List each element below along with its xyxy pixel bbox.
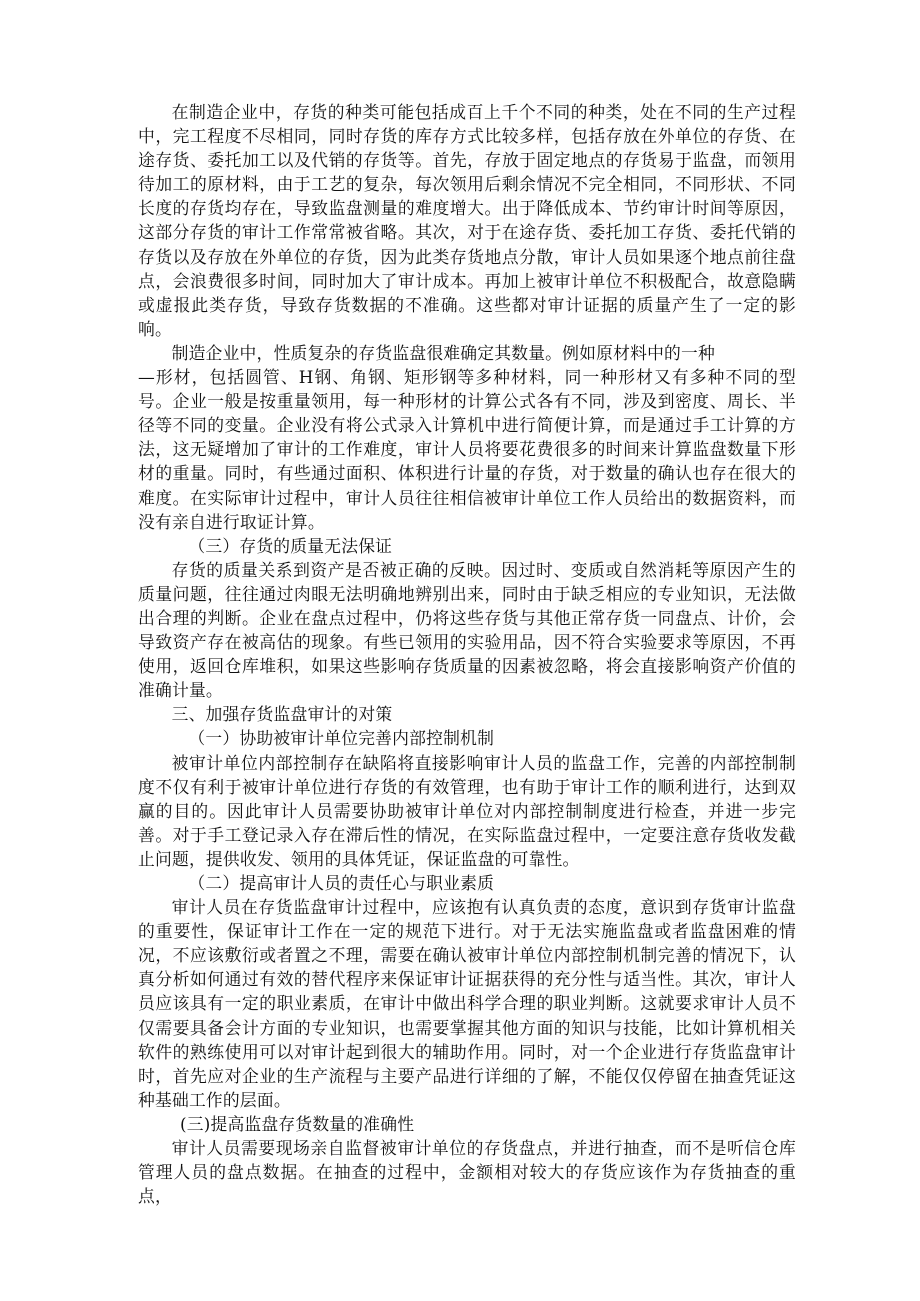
paragraph-profile-materials: —形材，包括圆管、H钢、角钢、矩形钢等多种材料，同一种形材又有多种不同的型号。企业一般是按重量领用，每一种形材的计算公式各有不同，涉及到密度、周长、半径等不同的变量。企业没有将公式录入计算机中进行简便计算，而是通过手工计算的方法，这无疑增加了审计的工作难度，审计人员将要花费很多的时间来计算监盘数量下形材的重量。同时，有些通过面积、体积进行计量的存货，对于数量的确认也存在很大的难度。在实际审计过程中，审计人员往往相信被审计单位工作人员给出的数据资料，而没有亲自进行取证计算。 [138,367,796,532]
paragraph-inventory-quality: 存货的质量关系到资产是否被正确的反映。因过时、变质或自然消耗等原因产生的质量问题，往往通过肉眼无法明确地辨别出来，同时由于缺乏相应的专业知识，无法做出合理的判断。企业在盘点过程中，仍将这些存货与其他正常存货一同盘点、计价，会导致资产存在被高估的现象。有些已领用的实验用品，因不符合实验要求等原因，不再使用，返回仓库堆积，如果这些影响存货质量的因素被忽略，将会直接影响资产价值的准确计量。 [138,559,796,701]
subheading-internal-control: （一）协助被审计单位完善内部控制机制 [188,728,495,749]
paragraph-internal-control: 被审计单位内部控制存在缺陷将直接影响审计人员的监盘工作，完善的内部控制制度不仅有利于被审计单位进行存货的有效管理，也有助于审计工作的顺利进行，达到双赢的目的。因此审计人员需要协助被审计单位对内部控制制度进行检查，并进一步完善。对于手工登记录入存在滞后性的情况，在实际监盘过程中，一定要注意存货收发截止问题，提供收发、领用的具体凭证，保证监盘的可靠性。 [138,752,796,869]
subheading-quality-not-guaranteed: （三）存货的质量无法保证 [188,535,393,556]
paragraph-quantity-accuracy: 审计人员需要现场亲自监督被审计单位的存货盘点，并进行抽查，而不是听信仓库管理人员的盘点数据。在抽查的过程中，金额相对较大的存货应该作为存货抽查的重点， [138,1138,796,1207]
paragraph-inventory-types: 在制造企业中，存货的种类可能包括成百上千个不同的种类，处在不同的生产过程中，完工程度不尽相同，同时存货的库存方式比较多样，包括存放在外单位的存货、在途存货、委托加工以及代销的存货等。首先，存放于固定地点的存货易于监盘，而领用待加工的原材料，由于工艺的复杂，每次领用后剩余情况不完全相同，不同形状、不同长度的存货均存在，导致监盘测量的难度增大。出于降低成本、节约审计时间等原因，这部分存货的审计工作常常被省略。其次，对于在途存货、委托加工存货、委托代销的存货以及存放在外单位的存货，因为此类存货地点分散，审计人员如果逐个地点前往盘点，会浪费很多时间，同时加大了审计成本。再加上被审计单位不积极配合，故意隐瞒或虚报此类存货，导致存货数据的不准确。这些都对审计证据的质量产生了一定的影响。 [138,102,796,339]
subheading-quantity-accuracy: (三)提高监盘存货数量的准确性 [180,1113,415,1134]
paragraph-complex-inventory-intro: 制造企业中，性质复杂的存货监盘很难确定其数量。例如原材料中的一种 [171,342,715,363]
document-body [138,100,796,1208]
section-heading-countermeasures: 三、加强存货监盘审计的对策 [171,704,393,725]
subheading-auditor-responsibility: （二）提高审计人员的责任心与职业素质 [188,873,495,893]
paragraph-auditor-responsibility: 审计人员在存货监盘审计过程中，应该抱有认真负责的态度，意识到存货审计监盘的重要性，保证审计工作在一定的规范下进行。对于无法实施监盘或者监盘困难的情况，不应该敷衍或者置之不理，需要在确认被审计单位内部控制机制完善的情况下，认真分析如何通过有效的替代程序来保证审计证据获得的充分性与适当性。其次，审计人员应该具有一定的职业素质，在审计中做出科学合理的职业判断。这就要求审计人员不仅需要具备会计方面的专业知识，也需要掌握其他方面的知识与技能，比如计算机相关软件的熟练使用可以对审计起到很大的辅助作用。同时，对一个企业进行存货监盘审计时，首先应对企业的生产流程与主要产品进行详细的了解，不能仅仅停留在抽查凭证这种基础工作的层面。 [138,897,796,1110]
